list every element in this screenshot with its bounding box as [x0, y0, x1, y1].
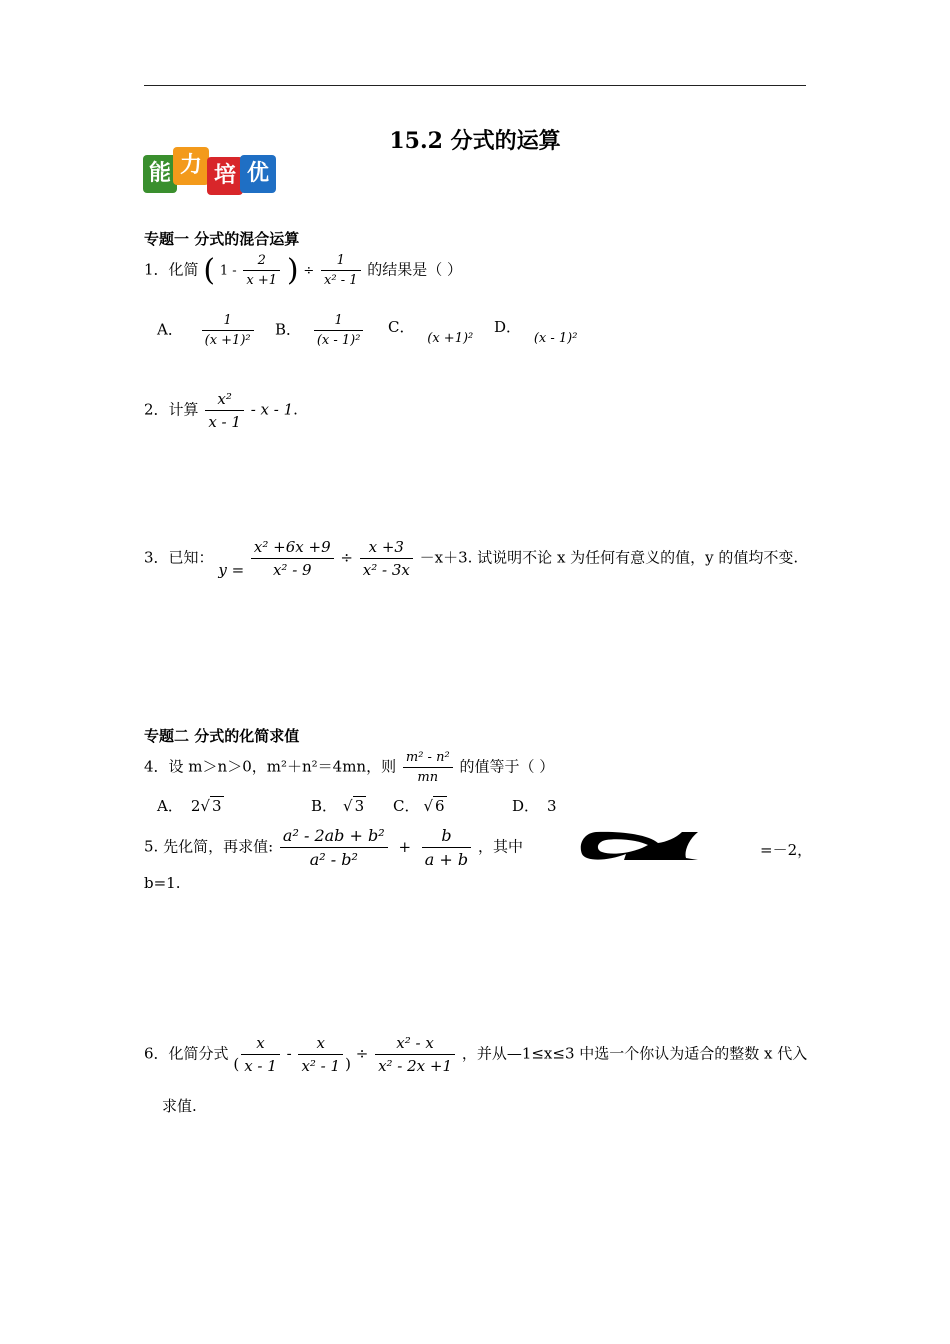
logo-tile-2: 力 — [173, 147, 209, 185]
q4-fraction: $\frac{\text{m² - n²}}{mn}$ — [403, 750, 453, 785]
q2-rest: - x - 1 — [250, 400, 294, 419]
q1-right-paren: ) — [286, 253, 299, 288]
q5-prefix: 5. 先化简，再求值: — [144, 837, 274, 856]
q2-fraction: $\frac{\text{x²}}{x - 1}$ — [205, 390, 244, 431]
section-2-title: 专题二 分式的化简求值 — [144, 727, 300, 745]
q6-line2: 求值. — [162, 1097, 197, 1115]
q6-suffix: ，并从—1≤x≤3 中选一个你认为适合的整数 x 代入 — [461, 1044, 808, 1063]
q3-prefix: 3．已知： — [144, 548, 214, 567]
q4-suffix: 的值等于（ ） — [459, 757, 555, 776]
q1-option-c: C． (x +1)² — [388, 318, 474, 346]
question-3 — [144, 538, 798, 579]
logo-tile-1: 能 — [143, 155, 177, 193]
q6-right-paren: ) — [345, 1054, 351, 1073]
question-5 — [144, 826, 523, 869]
q1-option-a: A． $\frac{1}{\text{(x +1)²}}$ — [157, 313, 256, 348]
q5-fraction-1: $\frac{\text{a² - 2ab + b²}}{\text{a² - b²}}$ — [280, 826, 388, 869]
q3-div: ÷ — [340, 548, 353, 567]
q4-option-b: B． √ 3 — [311, 797, 365, 815]
section-1-title: 专题一 分式的混合运算 — [144, 230, 300, 248]
q5-fraction-2: $\frac{b}{a + b}$ — [422, 826, 471, 869]
q1-fraction-2: $\frac{1}{\text{x² - 1}}$ — [321, 253, 360, 288]
q4-option-a: A． 2√ 3 — [157, 797, 222, 815]
q5-line2: b=1. — [144, 874, 181, 892]
question-2 — [144, 390, 298, 431]
q3-fraction-1: $\frac{\text{x² +6x +9}}{\text{x² - 9}}$ — [251, 538, 334, 579]
q6-minus: - — [286, 1044, 292, 1063]
q4-prefix: 4．设 m＞n＞0，m²＋n²＝4mn，则 — [144, 757, 397, 776]
q2-prefix: 2．计算 — [144, 400, 199, 419]
question-4 — [144, 750, 554, 785]
q5-tail: =－2， — [760, 841, 813, 859]
q6-div: ÷ — [355, 1044, 369, 1063]
q1-option-d: D． (x - 1)² — [494, 318, 578, 346]
q5-mid: ，其中 — [477, 837, 523, 856]
q1-suffix: 的结果是（ ） — [367, 260, 463, 279]
page-title: 15.2 分式的运算 — [389, 128, 561, 154]
q1-div: ÷ — [303, 263, 315, 279]
q3-y-eq: y = — [218, 560, 245, 579]
ability-logo — [143, 147, 278, 197]
q6-fraction-1: $\frac{x}{x - 1}$ — [241, 1034, 280, 1075]
header-rule — [144, 85, 806, 86]
logo-tile-3: 培 — [207, 157, 243, 195]
q4-option-c: C． √ 6 — [393, 797, 445, 815]
q3-fraction-2: $\frac{x +3}{\text{x² - 3x}}$ — [360, 538, 413, 579]
q3-suffix: －x＋3. 试说明不论 x 为任何有意义的值，y 的值均不变. — [419, 548, 799, 567]
q6-fraction-3: $\frac{\text{x² - x}}{\text{x² - 2x +1}}$ — [375, 1034, 455, 1075]
question-1 — [144, 253, 462, 288]
logo-tile-4: 优 — [240, 155, 276, 193]
q1-option-b: B． $\frac{1}{\text{(x - 1)²}}$ — [275, 313, 365, 348]
q1-prefix: 1．化简 — [144, 260, 199, 279]
q4-option-d: D． 3 — [512, 797, 557, 815]
q5-plus: + — [398, 837, 412, 856]
q1-left-paren: ( — [203, 253, 216, 288]
q1-one-minus: 1 - — [219, 263, 237, 279]
q2-end: . — [293, 400, 298, 419]
q1-fraction-1: $\frac{2}{x +1}$ — [243, 253, 280, 288]
variable-a-image — [578, 830, 698, 862]
q6-left-paren: ( — [233, 1054, 240, 1073]
question-6 — [144, 1034, 807, 1075]
q6-fraction-2: $\frac{x}{\text{x² - 1}}$ — [298, 1034, 343, 1075]
q6-prefix: 6．化简分式 — [144, 1044, 229, 1063]
